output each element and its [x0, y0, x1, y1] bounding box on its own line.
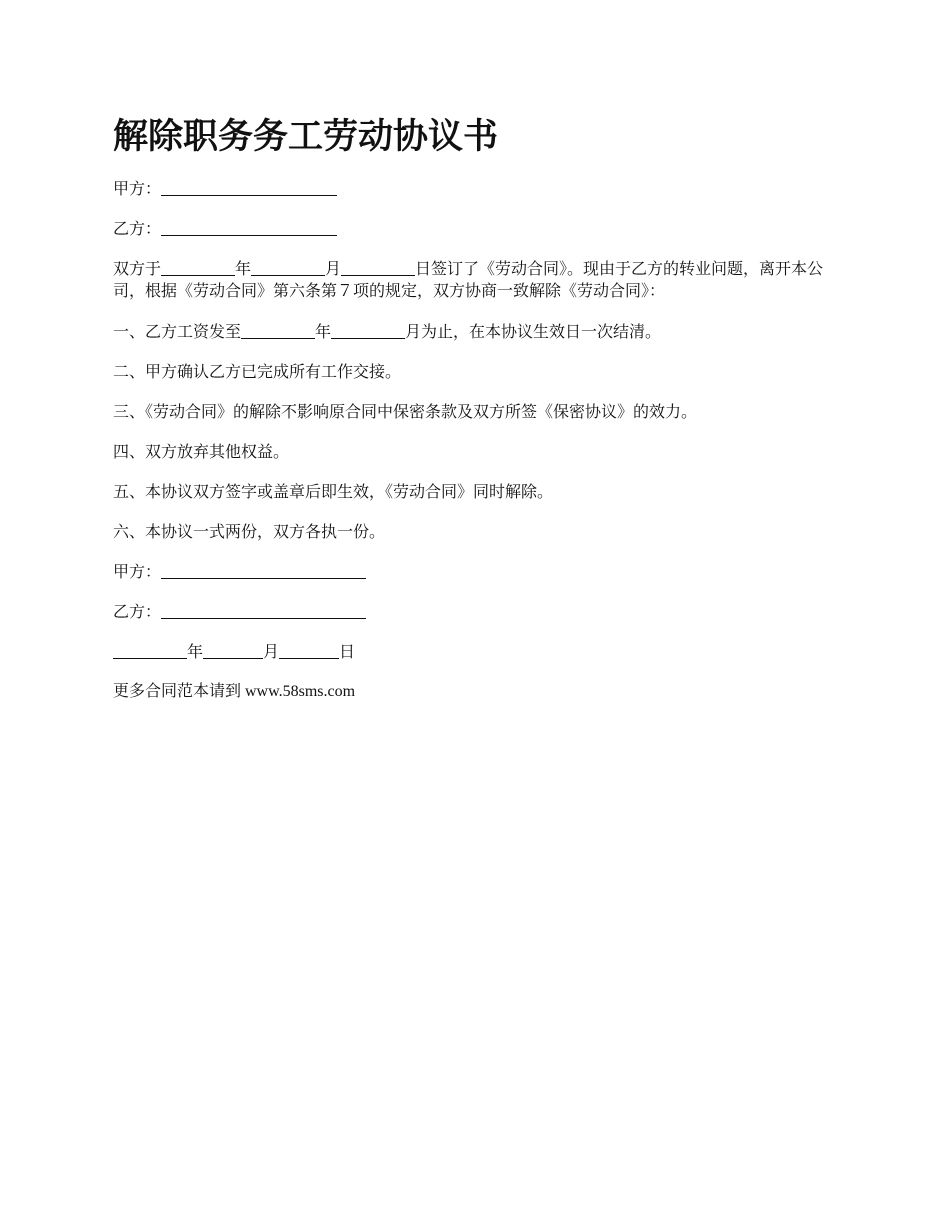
document-title: 解除职务务工劳动协议书: [113, 116, 499, 157]
sign-year-label: 年: [187, 642, 204, 661]
sign-month-blank: [203, 642, 263, 659]
party-b-blank: [161, 219, 337, 236]
clause-5: 五、本协议双方签字或盖章后即生效，《劳动合同》同时解除。: [113, 482, 554, 501]
party-b-label: 乙方：: [113, 219, 162, 238]
sign-year-blank: [113, 642, 187, 659]
intro-year-label: 年: [235, 259, 252, 278]
clause-3: 三、《劳动合同》的解除不影响原合同中保密条款及双方所签《保密协议》的效力。: [113, 402, 698, 421]
sign-date-line: [113, 641, 843, 663]
intro-day-blank: [341, 259, 415, 276]
intro-month-blank: [251, 259, 325, 276]
sign-party-b-label: 乙方：: [113, 602, 162, 621]
party-a-blank: [161, 179, 337, 196]
intro-year-blank: [161, 259, 235, 276]
intro-body-text: 日签订了《劳动合同》。现由于乙方的转业问题，离开本公司，根据《劳动合同》第六条第７项的规定，双方协商一致解除《劳动合同》：: [113, 259, 824, 300]
party-a-label: 甲方：: [113, 179, 162, 198]
sign-party-a-blank: [161, 562, 366, 579]
clause-1: [113, 321, 843, 343]
clause-1-prefix: 一、乙方工资发至: [113, 322, 242, 341]
sign-party-a-line: [113, 561, 843, 583]
intro-paragraph: [113, 258, 843, 302]
intro-prefix: 双方于: [113, 259, 162, 278]
sign-party-b-blank: [161, 602, 366, 619]
party-b-line: [113, 218, 843, 240]
sign-day-label: 日: [339, 642, 356, 661]
sign-party-a-label: 甲方：: [113, 562, 162, 581]
clause-1-rest: 月为止，在本协议生效日一次结清。: [405, 322, 662, 341]
footer-text: 更多合同范本请到 www.58sms.com: [113, 683, 356, 700]
clause-2: 二、甲方确认乙方已完成所有工作交接。: [113, 362, 402, 381]
sign-day-blank: [279, 642, 339, 659]
sign-party-b-line: [113, 601, 843, 623]
clause-1-year-label: 年: [315, 322, 332, 341]
intro-month-label: 月: [325, 259, 342, 278]
clause-1-year-blank: [241, 322, 315, 339]
clause-4: 四、双方放弃其他权益。: [113, 442, 290, 461]
clause-6: 六、本协议一式两份，双方各执一份。: [113, 522, 386, 541]
clause-1-month-blank: [331, 322, 405, 339]
party-a-line: [113, 178, 843, 200]
sign-month-label: 月: [263, 642, 280, 661]
document-page: [113, 112, 843, 721]
